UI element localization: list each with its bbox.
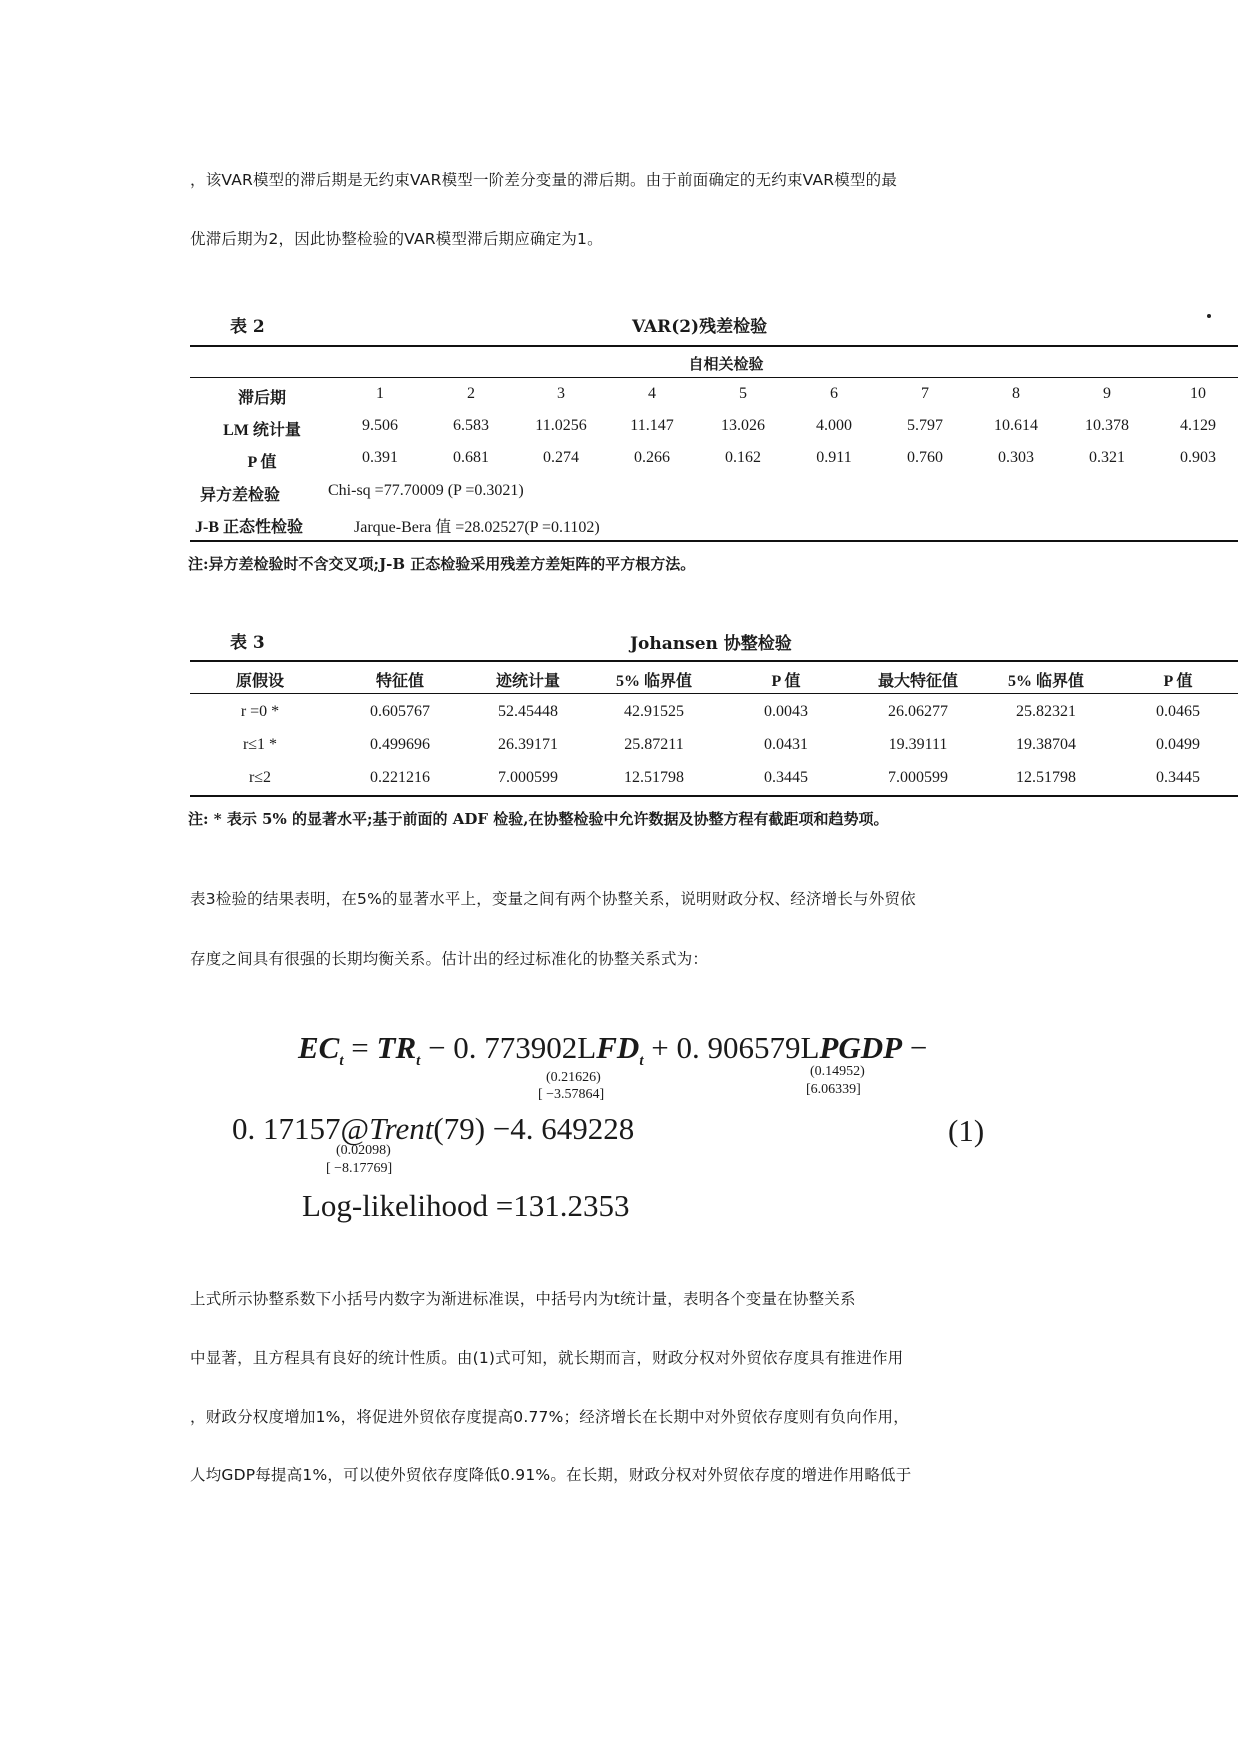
lag-cell: 4: [648, 385, 656, 402]
table-3-cell: 0.0465: [1156, 703, 1200, 720]
header-cell: P 值: [1163, 673, 1193, 690]
table-3-header-rule: [190, 693, 1238, 694]
table-3-cell: 0.3445: [764, 769, 808, 786]
table-2-note: 注:异方差检验时不含交叉项;J-B 正态检验采用残差方差矩阵的平方根方法。: [188, 555, 696, 573]
table-3-cell: r≤1 *: [242, 736, 278, 753]
mid-line-2: 存度之间具有很强的长期均衡关系。估计出的经过标准化的协整关系式为：: [190, 950, 709, 968]
log-likelihood: Log-likelihood =131.2353: [302, 1188, 630, 1223]
p-cell: 0.760: [907, 449, 943, 466]
table-3-label: 表 3: [230, 633, 265, 653]
table-2-bottom-rule: [190, 540, 1238, 542]
p-cell: 0.266: [634, 449, 670, 466]
lag-cell: 3: [557, 385, 565, 402]
lm-cell: 13.026: [721, 417, 765, 434]
table-2-section: 自相关检验: [688, 357, 764, 373]
equation-number: (1): [948, 1113, 985, 1148]
lm-cell: 9.506: [362, 417, 398, 434]
table-3-cell: 52.45448: [498, 703, 558, 720]
p-cell: 0.162: [725, 449, 761, 466]
lag-cell: 5: [739, 385, 747, 402]
mid-line-1: 表3检验的结果表明，在5%的显著水平上，变量之间有两个协整关系，说明财政分权、经济增长与外贸依: [190, 890, 916, 908]
table-3-cell: 0.499696: [370, 736, 430, 753]
table-3-cell: 19.39111: [888, 736, 948, 753]
table-3-cell: 19.38704: [1016, 736, 1076, 753]
header-cell: P 值: [771, 673, 801, 690]
table-2-label: 表 2: [230, 317, 265, 337]
table-3-cell: 25.82321: [1016, 703, 1076, 720]
table-2-top-rule: [190, 345, 1238, 347]
lfd-t-statistic: [ −3.57864]: [538, 1087, 605, 1102]
table-3-cell: 25.87211: [624, 736, 684, 753]
lm-cell: 11.147: [630, 417, 674, 434]
p-cell: 0.303: [998, 449, 1034, 466]
lm-cell: 6.583: [453, 417, 489, 434]
closing-line-3: ，财政分权度增加1%，将促进外贸依存度提高0.77%；经济增长在长期中对外贸依存度则有负向作用，: [190, 1408, 909, 1426]
header-cell: 5% 临界值: [615, 673, 693, 690]
header-cell: 迹统计量: [495, 673, 561, 690]
hetero-label: 异方差检验: [200, 487, 281, 504]
table-3-cell: 0.3445: [1156, 769, 1200, 786]
jb-label: J-B 正态性检验: [195, 519, 304, 536]
p-cell: 0.911: [816, 449, 852, 466]
equation-line-2: 0. 17157@Trent(79) −4. 649228: [232, 1111, 635, 1146]
lm-cell: 10.614: [994, 417, 1038, 434]
p-cell: 0.391: [362, 449, 398, 466]
table-3-cell: 0.0043: [764, 703, 808, 720]
trent-t-statistic: [ −8.17769]: [326, 1161, 393, 1176]
table-3-cell: 0.0499: [1156, 736, 1200, 753]
p-cell: 0.274: [543, 449, 579, 466]
header-cell: 原假设: [235, 673, 285, 690]
closing-line-2: 中显著，且方程具有良好的统计性质。由(1)式可知，就长期而言，财政分权对外贸依存度具有推进作用: [190, 1349, 904, 1367]
lm-cell: 4.000: [816, 417, 852, 434]
lag-cell: 10: [1190, 385, 1206, 402]
table-3-cell: 7.000599: [888, 769, 948, 786]
lag-cell: 9: [1103, 385, 1111, 402]
lag-cell: 1: [376, 385, 384, 402]
header-cell: 5% 临界值: [1007, 673, 1085, 690]
intro-line-1: ，该VAR模型的滞后期是无约束VAR模型一阶差分变量的滞后期。由于前面确定的无约束VAR模型的最: [190, 171, 898, 189]
lag-cell: 8: [1012, 385, 1020, 402]
row-label-lm: LM 统计量: [223, 422, 301, 439]
lpgdp-t-statistic: [6.06339]: [806, 1082, 861, 1097]
lfd-standard-error: (0.21626): [546, 1070, 601, 1085]
row-label-p: P 值: [247, 454, 277, 471]
table-3-bottom-rule: [190, 795, 1238, 797]
table-2-section-rule: [190, 377, 1238, 378]
header-cell: 最大特征值: [877, 673, 959, 690]
header-cell: 特征值: [375, 673, 425, 690]
lm-cell: 10.378: [1085, 417, 1129, 434]
lag-cell: 7: [921, 385, 929, 402]
equation-line-1: $EC_t = TR_t - 0$. $773902LFD_t + 0$. 906579LPGDP −: [298, 1030, 928, 1070]
table-3-cell: 42.91525: [624, 703, 684, 720]
table-3-title: Johansen 协整检验: [630, 634, 792, 654]
closing-line-4: 人均GDP每提高1%，可以使外贸依存度降低0.91%。在长期，财政分权对外贸依存度的增进作用略低于: [190, 1466, 912, 1484]
trent-standard-error: (0.02098): [336, 1143, 391, 1158]
lm-cell: 11.0256: [535, 417, 587, 434]
lag-cell: 2: [467, 385, 475, 402]
table-3-cell: r≤2: [248, 769, 272, 786]
table-3-cell: 0.0431: [764, 736, 808, 753]
lpgdp-standard-error: (0.14952): [810, 1064, 865, 1079]
p-cell: 0.321: [1089, 449, 1125, 466]
row-label-lag: 滞后期: [237, 390, 287, 407]
intro-line-2: 优滞后期为2，因此协整检验的VAR模型滞后期应确定为1。: [190, 230, 603, 248]
lm-cell: 4.129: [1180, 417, 1216, 434]
p-cell: 0.681: [453, 449, 489, 466]
jb-value: Jarque-Bera 值 =28.02527(P =0.1102): [354, 519, 600, 536]
table-3-cell: 0.221216: [370, 769, 430, 786]
table-3-top-rule: [190, 660, 1238, 662]
table-3-cell: r =0 *: [240, 703, 280, 720]
table-3-cell: 12.51798: [1016, 769, 1076, 786]
closing-line-1: 上式所示协整系数下小括号内数字为渐进标准误，中括号内为t统计量，表明各个变量在协整关系: [190, 1290, 856, 1308]
table-3-cell: 26.06277: [888, 703, 948, 720]
table-3-cell: 0.605767: [370, 703, 430, 720]
table-3-note: 注: * 表示 5% 的显著水平;基于前面的 ADF 检验,在协整检验中允许数据及协整方程有截距项和趋势项。: [188, 810, 889, 828]
table-3-cell: 26.39171: [498, 736, 558, 753]
hetero-value: Chi-sq =77.70009 (P =0.3021): [328, 482, 524, 499]
table-3-cell: 7.000599: [498, 769, 558, 786]
lm-cell: 5.797: [907, 417, 943, 434]
stray-dot: [1207, 314, 1211, 318]
table-3-cell: 12.51798: [624, 769, 684, 786]
lag-cell: 6: [830, 385, 838, 402]
table-2-title: VAR(2)残差检验: [632, 317, 768, 337]
p-cell: 0.903: [1180, 449, 1216, 466]
